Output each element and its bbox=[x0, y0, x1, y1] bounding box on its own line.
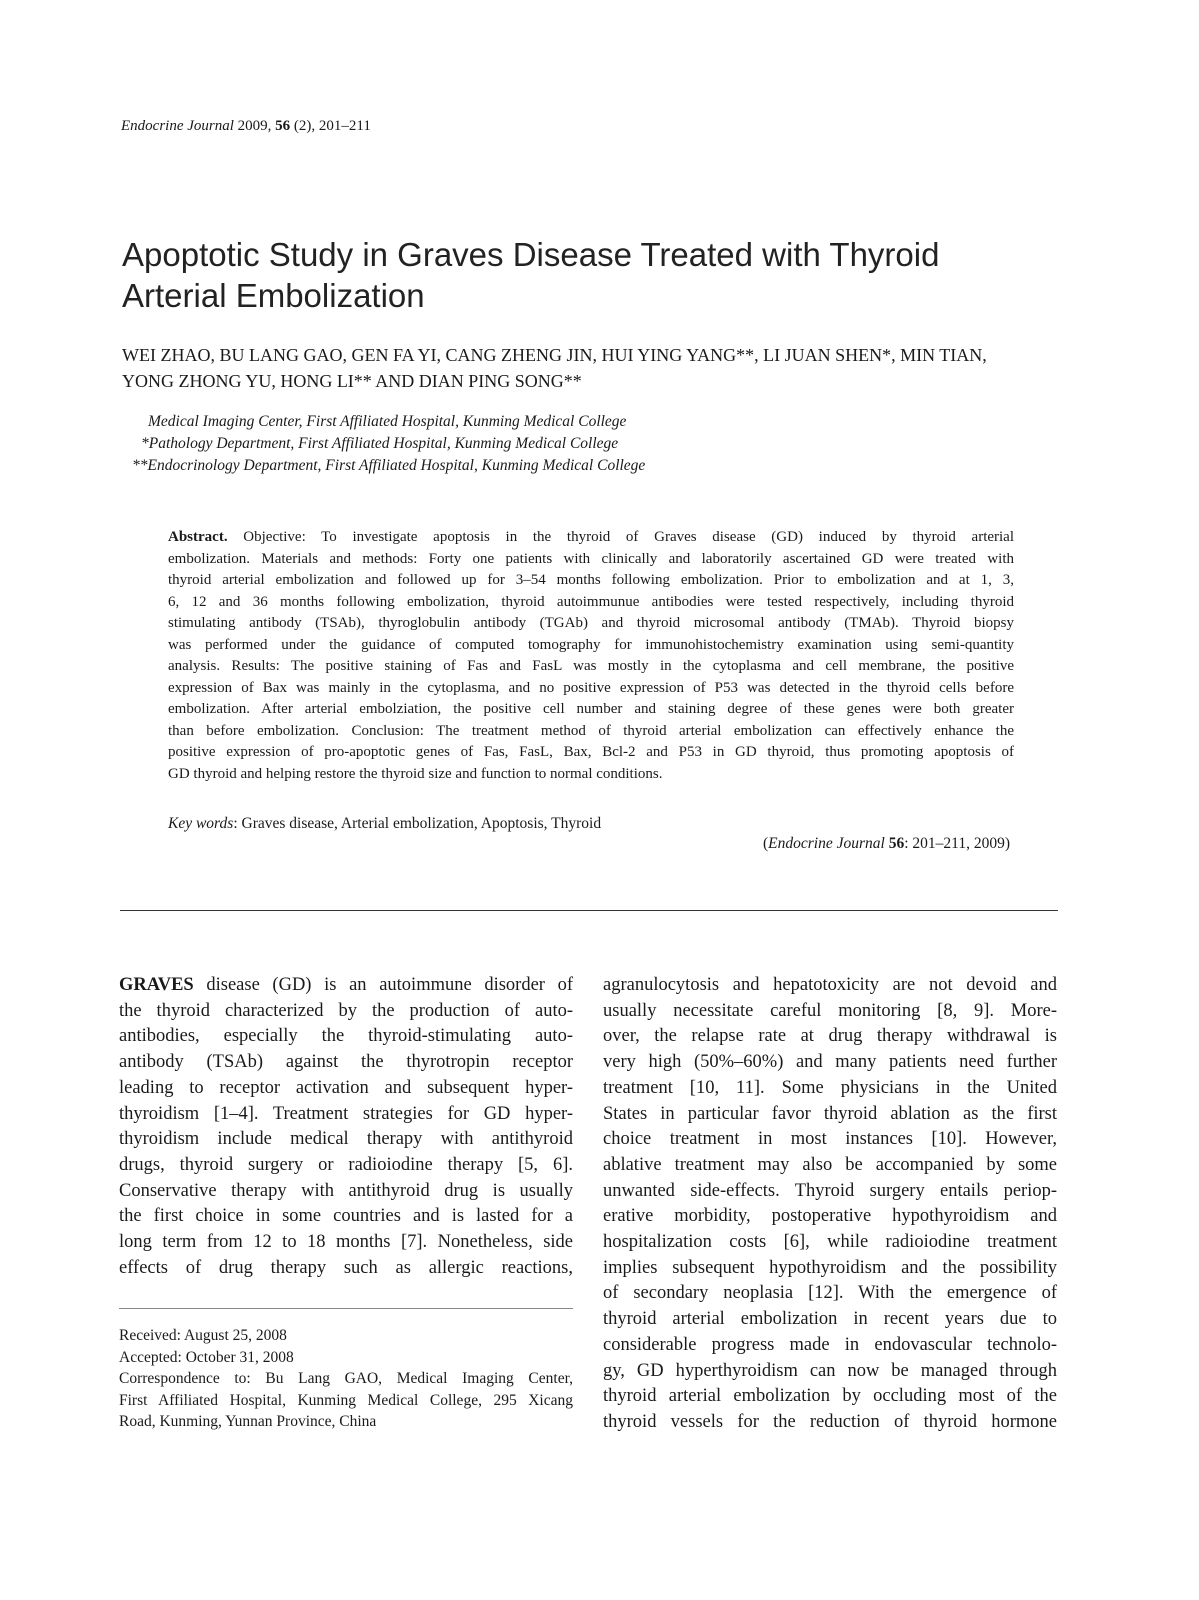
body-line: agranulocytosis and hepatotoxicity are not devoid and bbox=[603, 975, 1057, 995]
correspondence-line: First Affiliated Hospital, Kunming Medical College, 295 Xicang bbox=[119, 1391, 573, 1409]
abstract-line: thyroid arterial embolization and followed up for 3–54 months following embolization. Prior to embolization and at 1, 3, bbox=[168, 572, 1014, 588]
body-line: effects of drug therapy such as allergic reactions, bbox=[119, 1257, 573, 1278]
body-line: the thyroid characterized by the production of auto- bbox=[119, 1000, 573, 1021]
body-line: drugs, thyroid surgery or radioiodine therapy [5, 6]. bbox=[119, 1154, 573, 1175]
body-line: States in particular favor thyroid ablation as the first bbox=[603, 1103, 1057, 1124]
abstract-line: stimulating antibody (TSAb), thyroglobulin antibody (TGAb) and thyroid microsomal antibody (TMAb). Thyroid biopsy bbox=[168, 615, 1014, 631]
keywords-text: : Graves disease, Arterial embolization, Apoptosis, Thyroid bbox=[233, 815, 602, 832]
affiliation-2: *Pathology Department, First Affiliated Hospital, Kunming Medical College bbox=[141, 435, 619, 452]
body-line: erative morbidity, postoperative hypothyroidism and bbox=[603, 1206, 1057, 1227]
abstract-line: embolization. Materials and methods: Forty one patients with clinically and laboratorily ascertained GD were treated with bbox=[168, 550, 1014, 567]
footnotes bbox=[119, 1325, 573, 1433]
author-line-1: WEI ZHAO, BU LANG GAO, GEN FA YI, CANG ZHENG JIN, HUI YING YANG**, LI JUAN SHEN*, MIN TIAN, bbox=[122, 345, 987, 365]
abstract-line: embolization. After arterial embolziation, the positive cell number and staining degree of these genes were both greater bbox=[168, 701, 1014, 717]
abstract bbox=[168, 527, 1014, 785]
body-line: over, the relapse rate at drug therapy withdrawal is bbox=[603, 1026, 1057, 1047]
citation-journal: Endocrine Journal bbox=[768, 835, 885, 852]
journal-volume: 56 bbox=[275, 118, 291, 134]
correspondence-line: Correspondence to: Bu Lang GAO, Medical Imaging Center, bbox=[119, 1370, 573, 1387]
abstract-line: expression of Bax was mainly in the cytoplasma, and no positive expression of P53 was detected in the thyroid cells before bbox=[168, 679, 1014, 696]
body-line: gy, GD hyperthyroidism can now be managed through bbox=[603, 1360, 1057, 1381]
body-line: thyroid arterial embolization by occluding most of the bbox=[603, 1386, 1057, 1407]
section-divider bbox=[120, 910, 1058, 911]
abstract-line: GD thyroid and helping restore the thyroid size and function to normal conditions. bbox=[168, 765, 663, 782]
lead-word: GRAVES bbox=[119, 975, 194, 995]
author-line-2: YONG ZHONG YU, HONG LI** AND DIAN PING SONG** bbox=[122, 371, 582, 391]
citation-volume: 56 bbox=[888, 835, 905, 852]
abstract-line: analysis. Results: The positive staining of Fas and FasL was mostly in the cytoplasma and cell membrane, the positive bbox=[168, 658, 1014, 674]
affiliation-3: **Endocrinology Department, First Affiliated Hospital, Kunming Medical College bbox=[132, 457, 646, 474]
footnote-divider bbox=[119, 1308, 573, 1309]
body-line: choice treatment in most instances [10]. However, bbox=[603, 1129, 1057, 1150]
journal-name: Endocrine Journal bbox=[121, 118, 234, 134]
body-line: antibodies, especially the thyroid-stimulating auto- bbox=[119, 1026, 573, 1047]
body-line: the first choice in some countries and is lasted for a bbox=[119, 1206, 573, 1227]
body-line: thyroid vessels for the reduction of thyroid hormone bbox=[603, 1411, 1057, 1432]
body-line: thyroidism include medical therapy with antithyroid bbox=[119, 1129, 573, 1150]
body-line: leading to receptor activation and subsequent hyper- bbox=[119, 1077, 573, 1098]
abstract-line: than before embolization. Conclusion: The treatment method of thyroid arterial embolization can effectively enhance the bbox=[168, 722, 1014, 739]
title-line-1: Apoptotic Study in Graves Disease Treated with Thyroid bbox=[122, 236, 940, 273]
body-line: thyroidism [1–4]. Treatment strategies for GD hyper- bbox=[119, 1103, 573, 1124]
body-line: Conservative therapy with antithyroid drug is usually bbox=[119, 1180, 573, 1201]
keywords-label: Key words bbox=[168, 815, 234, 832]
body-line: very high (50%–60%) and many patients need further bbox=[603, 1052, 1057, 1073]
body-line: usually necessitate careful monitoring [8, 9]. More- bbox=[603, 1000, 1057, 1021]
paper-title bbox=[122, 234, 1082, 316]
abstract-line: 6, 12 and 36 months following embolization, thyroid autoimmunue antibodies were tested respectively, including thyroid bbox=[168, 593, 1014, 610]
abstract-label: Abstract. bbox=[168, 529, 228, 545]
abstract-line: positive expression of pro-apoptotic genes of Fas, FasL, Bax, Bcl-2 and P53 in GD thyroid, thus promoting apoptosis of bbox=[168, 744, 1014, 760]
keywords bbox=[168, 815, 601, 833]
body-line: thyroid arterial embolization in recent years due to bbox=[603, 1309, 1057, 1330]
body-line: considerable progress made in endovascular technolo- bbox=[603, 1334, 1057, 1355]
body-line: ablative treatment may also be accompanied by some bbox=[603, 1154, 1057, 1175]
body-line: long term from 12 to 18 months [7]. Nonetheless, side bbox=[119, 1232, 573, 1253]
journal-year: 2009, bbox=[237, 118, 272, 134]
body-column-left bbox=[119, 973, 573, 1281]
received-date: Received: August 25, 2008 bbox=[119, 1327, 287, 1344]
journal-issue-pages: (2), 201–211 bbox=[293, 118, 371, 134]
abstract-line: was performed under the guidance of computed tomography for immunohistochemistry examination using semi-quantity bbox=[168, 636, 1014, 653]
body-line: antibody (TSAb) against the thyrotropin receptor bbox=[119, 1052, 573, 1073]
body-column-right bbox=[603, 973, 1057, 1436]
body-line: treatment [10, 11]. Some physicians in the United bbox=[603, 1077, 1057, 1098]
body-line: hospitalization costs [6], while radioiodine treatment bbox=[603, 1232, 1057, 1253]
accepted-date: Accepted: October 31, 2008 bbox=[119, 1348, 294, 1366]
affiliation-1: Medical Imaging Center, First Affiliated Hospital, Kunming Medical College bbox=[148, 413, 627, 430]
citation-pages-year: : 201–211, 2009) bbox=[904, 835, 1010, 852]
running-header bbox=[121, 118, 371, 135]
author-list bbox=[122, 342, 1082, 394]
citation: (Endocrine Journal 56: 201–211, 2009) bbox=[763, 835, 1010, 852]
body-line: GRAVES disease (GD) is an autoimmune disorder of bbox=[119, 975, 573, 995]
correspondence-line: Road, Kunming, Yunnan Province, China bbox=[119, 1413, 377, 1430]
body-line: of secondary neoplasia [12]. With the emergence of bbox=[603, 1283, 1057, 1304]
abstract-line: Abstract. Objective: To investigate apoptosis in the thyroid of Graves disease (GD) induced by thyroid arterial bbox=[168, 529, 1015, 545]
body-line: implies subsequent hypothyroidism and the possibility bbox=[603, 1257, 1057, 1278]
body-line: unwanted side-effects. Thyroid surgery entails periop- bbox=[603, 1180, 1057, 1201]
title-line-2: Arterial Embolization bbox=[122, 277, 425, 314]
